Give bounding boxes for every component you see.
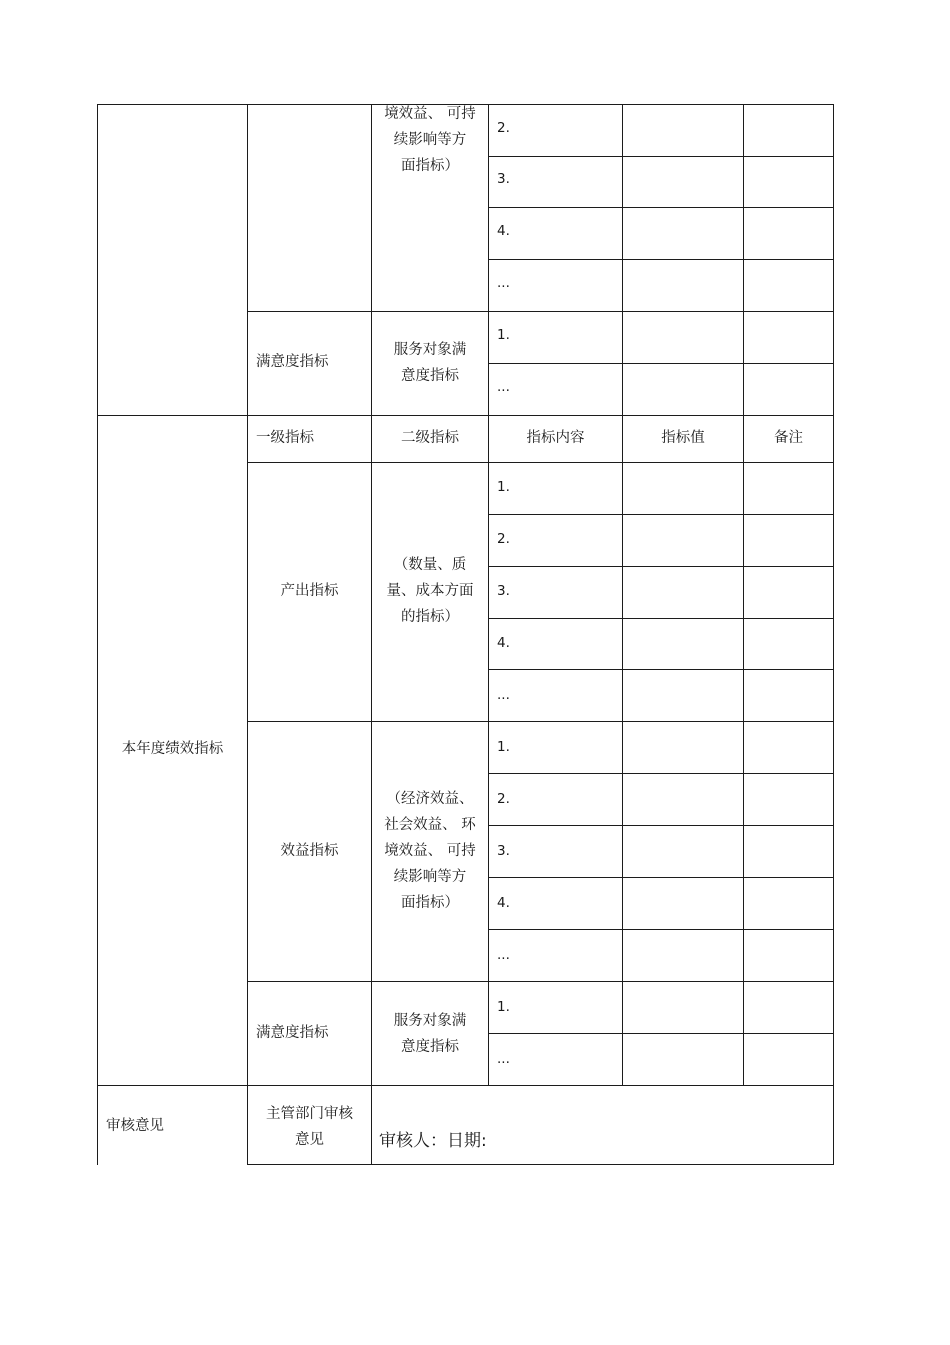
- section-divider: [97, 1085, 834, 1086]
- content-row-number: 2.: [497, 120, 510, 136]
- header-divider: [247, 462, 834, 463]
- column-divider: [743, 104, 744, 1085]
- dept-review-label: 主管部门审核 意见: [266, 1106, 353, 1148]
- column-divider: [622, 104, 623, 1085]
- row-divider: [488, 773, 834, 774]
- header-value: 指标值: [661, 430, 705, 446]
- content-row-number: 1.: [497, 327, 510, 343]
- section-divider: [97, 415, 834, 416]
- table-right-border: [833, 104, 834, 1165]
- header-content: 指标内容: [526, 430, 585, 446]
- level2-output-label: （数量、质 量、成本方面 的指标）: [386, 557, 474, 625]
- content-row-number: ...: [497, 1051, 510, 1067]
- content-row-number: 1.: [497, 479, 510, 495]
- column-divider: [247, 104, 248, 1165]
- header-remark: 备注: [774, 430, 803, 446]
- row-divider: [488, 877, 834, 878]
- content-row-number: 2.: [497, 791, 510, 807]
- level2-env-continued: 境效益、 可持 续影响等方 面指标）: [384, 106, 476, 174]
- level2-satisfaction-label: 服务对象满 意度指标: [393, 1013, 467, 1055]
- level1-satisfaction-label: 满意度指标: [256, 354, 329, 370]
- table-bottom-border: [247, 1164, 834, 1165]
- content-row-number: 3.: [497, 583, 510, 599]
- header-level2: 二级指标: [401, 430, 459, 446]
- annual-indicators-label: 本年度绩效指标: [121, 741, 224, 757]
- row-divider: [488, 514, 834, 515]
- row-divider: [488, 825, 834, 826]
- content-row-number: ...: [497, 947, 510, 963]
- content-row-number: 4.: [497, 635, 510, 651]
- level1-satisfaction-label: 满意度指标: [256, 1025, 329, 1041]
- row-divider: [488, 618, 834, 619]
- row-divider: [488, 566, 834, 567]
- column-divider: [488, 104, 489, 1085]
- row-divider: [488, 259, 834, 260]
- level1-benefit-label: 效益指标: [280, 843, 339, 859]
- review-opinion-label: 审核意见: [106, 1118, 164, 1134]
- content-row-number: 2.: [497, 531, 510, 547]
- row-divider: [247, 721, 834, 722]
- content-row-number: 4.: [497, 223, 510, 239]
- level1-output-label: 产出指标: [280, 583, 339, 599]
- content-row-number: ...: [497, 687, 510, 703]
- reviewer-date-signature: 审核人：日期:: [379, 1131, 487, 1151]
- level2-benefit-label: （经济效益、 社会效益、 环 境效益、 可持 续影响等方 面指标）: [384, 791, 476, 911]
- row-divider: [488, 207, 834, 208]
- row-divider: [488, 1033, 834, 1034]
- table-left-border: [97, 104, 98, 1165]
- content-row-number: 3.: [497, 171, 510, 187]
- content-row-number: 1.: [497, 999, 510, 1015]
- content-row-number: 3.: [497, 843, 510, 859]
- column-divider: [371, 104, 372, 1165]
- row-divider: [247, 311, 834, 312]
- row-divider: [488, 929, 834, 930]
- content-row-number: ...: [497, 275, 510, 291]
- level2-satisfaction-label: 服务对象满 意度指标: [393, 342, 467, 384]
- row-divider: [247, 981, 834, 982]
- row-divider: [488, 669, 834, 670]
- content-row-number: ...: [497, 379, 510, 395]
- header-level1: 一级指标: [256, 430, 314, 446]
- row-divider: [488, 156, 834, 157]
- row-divider: [488, 363, 834, 364]
- content-row-number: 4.: [497, 895, 510, 911]
- content-row-number: 1.: [497, 739, 510, 755]
